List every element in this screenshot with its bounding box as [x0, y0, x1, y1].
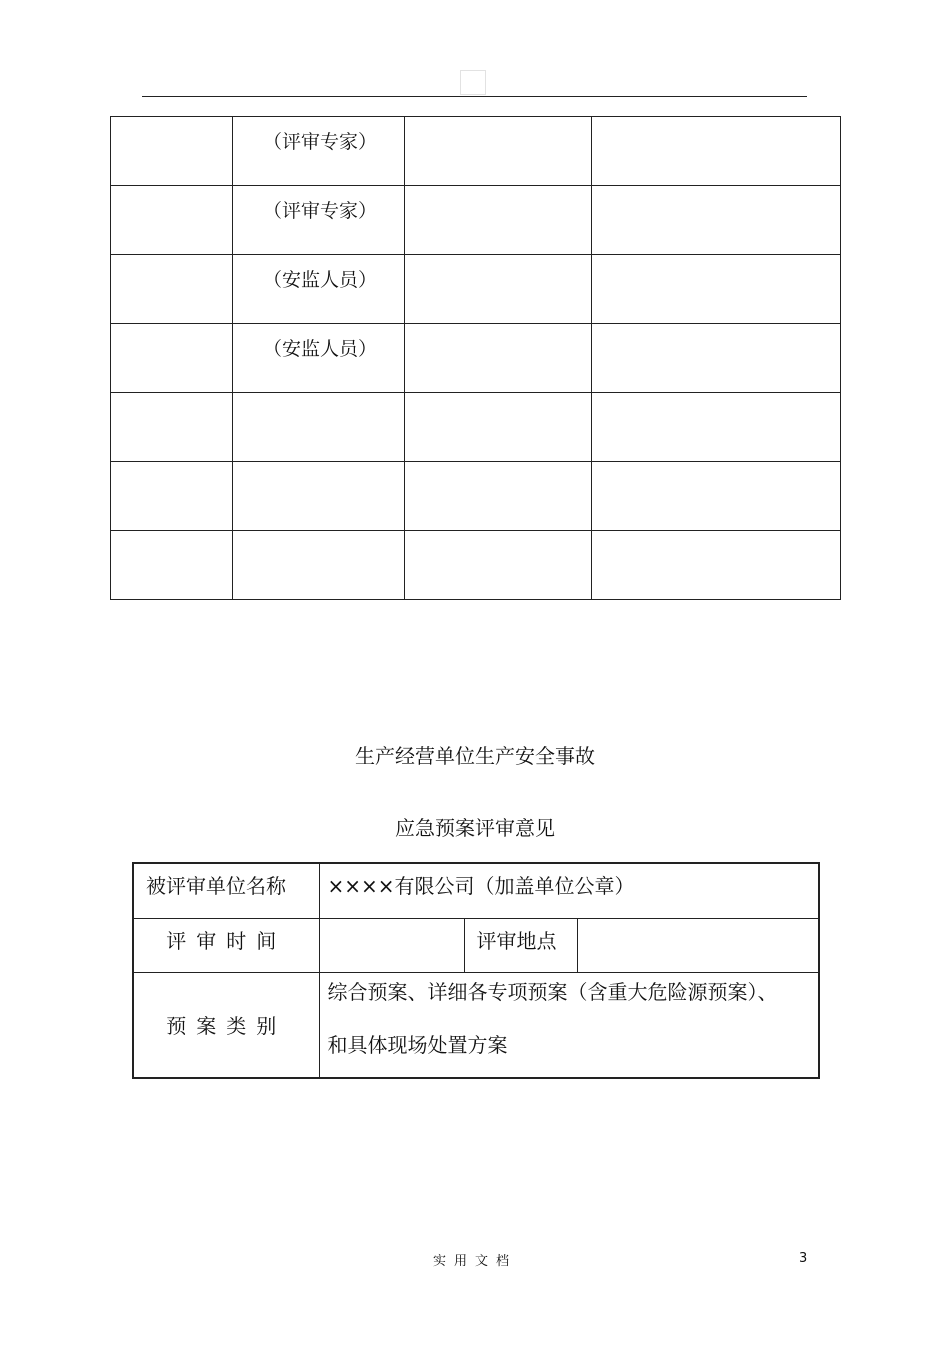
- empty-cell: [111, 531, 233, 600]
- header-rule: [142, 96, 807, 97]
- review-opinion-table: [132, 862, 820, 1079]
- plan-category-line2: 和具体现场处置方案: [327, 1032, 508, 1057]
- review-time-label: 评审时间: [133, 918, 319, 972]
- table-row: [133, 972, 819, 1078]
- empty-cell: [405, 393, 592, 462]
- empty-cell: [405, 324, 592, 393]
- table-row: [111, 462, 841, 531]
- unit-name-value: ××××有限公司（加盖单位公章）: [319, 863, 819, 918]
- footer-text: 实用文档: [432, 1254, 517, 1269]
- table-row: [111, 186, 841, 255]
- empty-cell: [111, 255, 233, 324]
- empty-cell: [592, 393, 841, 462]
- table-row: [133, 918, 819, 972]
- page-number: 3: [799, 1251, 808, 1266]
- document-title-line1: 生产经营单位生产安全事故: [355, 744, 595, 768]
- empty-cell: [111, 462, 233, 531]
- empty-cell: [592, 255, 841, 324]
- role-cell: [233, 393, 405, 462]
- empty-cell: [405, 531, 592, 600]
- signature-table: [110, 116, 841, 600]
- table-row: [111, 255, 841, 324]
- role-cell: （安监人员）: [233, 324, 405, 393]
- role-cell: （评审专家）: [233, 186, 405, 255]
- role-cell: [233, 462, 405, 531]
- empty-cell: [111, 324, 233, 393]
- table-row: [111, 393, 841, 462]
- table-row: [133, 863, 819, 918]
- plan-category-label: 预案类别: [133, 972, 319, 1078]
- role-cell: （安监人员）: [233, 255, 405, 324]
- empty-cell: [405, 255, 592, 324]
- empty-cell: [111, 393, 233, 462]
- unit-name-label: 被评审单位名称: [133, 863, 319, 918]
- table-row: [111, 531, 841, 600]
- review-time-value: [319, 918, 464, 972]
- empty-cell: [592, 186, 841, 255]
- plan-category-line1: 综合预案、详细各专项预案（含重大危险源预案）、: [327, 979, 778, 1004]
- empty-cell: [592, 324, 841, 393]
- empty-cell: [592, 117, 841, 186]
- role-cell: [233, 531, 405, 600]
- empty-cell: [111, 117, 233, 186]
- table-row: [111, 324, 841, 393]
- empty-cell: [405, 117, 592, 186]
- empty-cell: [111, 186, 233, 255]
- empty-cell: [592, 462, 841, 531]
- header-placeholder-box: [460, 70, 486, 95]
- empty-cell: [405, 186, 592, 255]
- document-title-line2: 应急预案评审意见: [395, 816, 555, 840]
- review-place-value: [577, 918, 819, 972]
- empty-cell: [405, 462, 592, 531]
- role-cell: （评审专家）: [233, 117, 405, 186]
- empty-cell: [592, 531, 841, 600]
- table-row: [111, 117, 841, 186]
- review-place-label: 评审地点: [464, 918, 577, 972]
- plan-category-value: [319, 972, 819, 1078]
